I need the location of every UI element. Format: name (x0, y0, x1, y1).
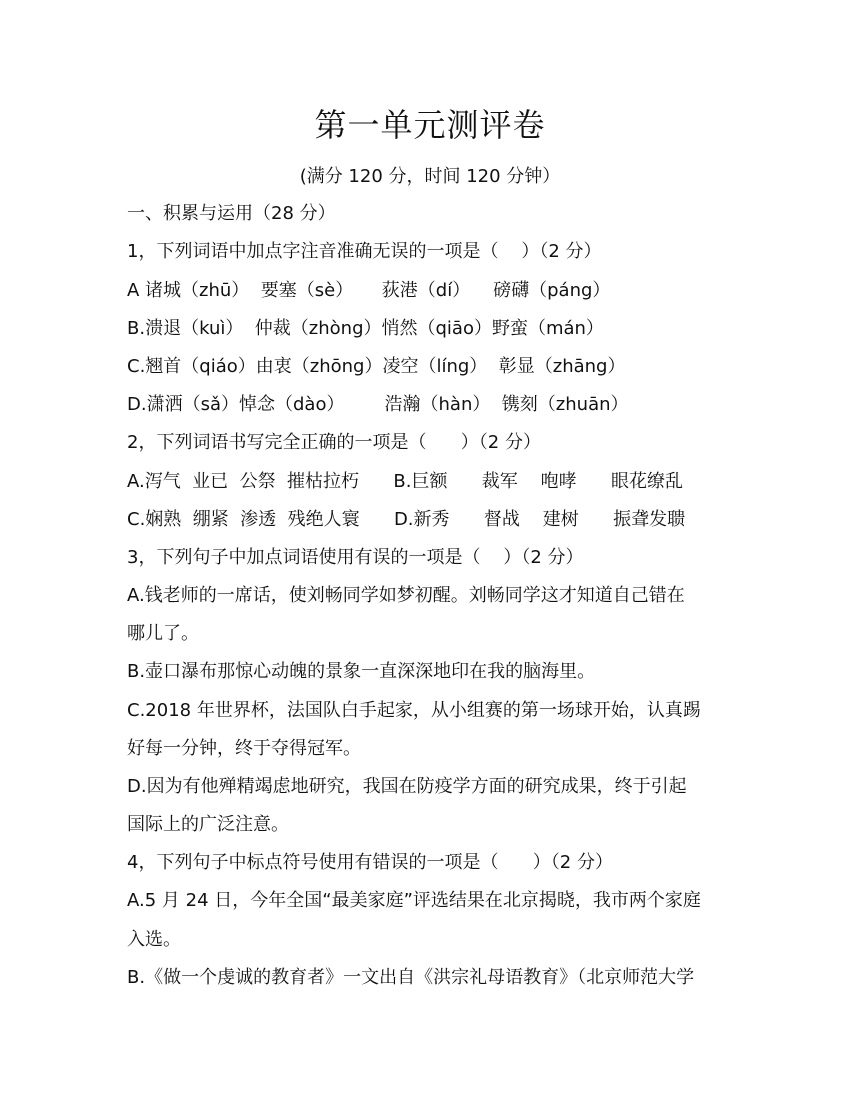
question-3-option-a: A.钱老师的一席话，使刘畅同学如梦初醒。刘畅同学这才知道自己错在 (127, 585, 685, 606)
question-3-option-d-cont: 国际上的广泛注意。 (127, 814, 289, 835)
question-3-option-d: D.因为有他殚精竭虑地研究，我国在防疫学方面的研究成果，终于引起 (127, 776, 687, 797)
question-4-option-b: B.《做一个虔诚的教育者》一文出自《洪宗礼母语教育》（北京师范大学 (127, 967, 695, 988)
question-3-option-b: B.壶口瀑布那惊心动魄的景象一直深深地印在我的脑海里。 (127, 661, 596, 682)
question-4-stem: 4，下列句子中标点符号使用有错误的一项是（ ）（2 分） (127, 852, 613, 873)
question-1-option-c: C.翘首（qiáo）由衷（zhōng）凌空（líng） 彰显（zhāng） (127, 356, 626, 377)
question-3-stem: 3，下列句子中加点词语使用有误的一项是（ ）（2 分） (127, 547, 584, 568)
question-3-option-a-cont: 哪儿了。 (127, 623, 199, 644)
question-3-option-c-cont: 好每一分钟，终于夺得冠军。 (127, 738, 361, 759)
page-title: 第一单元测评卷 (314, 106, 546, 144)
question-2-stem: 2，下列词语书写完全正确的一项是（ ）（2 分） (127, 432, 541, 453)
question-4-option-a: A.5 月 24 日，今年全国“最美家庭”评选结果在北京揭晓，我市两个家庭 (127, 890, 701, 911)
question-2-options-ab: A.泻气 业已 公祭 摧枯拉朽 B.巨额 裁军 咆哮 眼花缭乱 (127, 471, 683, 492)
question-4-option-a-cont: 入选。 (127, 929, 181, 950)
page-subtitle: (满分 120 分，时间 120 分钟） (299, 166, 561, 187)
question-3-option-c: C.2018 年世界杯，法国队白手起家，从小组赛的第一场球开始，认真踢 (127, 700, 701, 721)
question-2-options-cd: C.娴熟 绷紧 渗透 残绝人寰 D.新秀 督战 建树 振聋发聩 (127, 509, 686, 530)
question-1-stem: 1，下列词语中加点字注音准确无误的一项是（ ）（2 分） (127, 241, 602, 262)
question-1-option-d: D.潇洒（sǎ）悼念（dào） 浩瀚（hàn） 镌刻（zhuān） (127, 394, 629, 415)
section-heading: 一、积累与运用（28 分） (127, 203, 336, 224)
question-1-option-a: A 诸城（zhū） 要塞（sè） 荻港（dí） 磅礴（páng） (127, 280, 611, 301)
question-1-option-b: B.溃退（kuì） 仲裁（zhòng）悄然（qiāo）野蛮（mán） (127, 318, 604, 339)
